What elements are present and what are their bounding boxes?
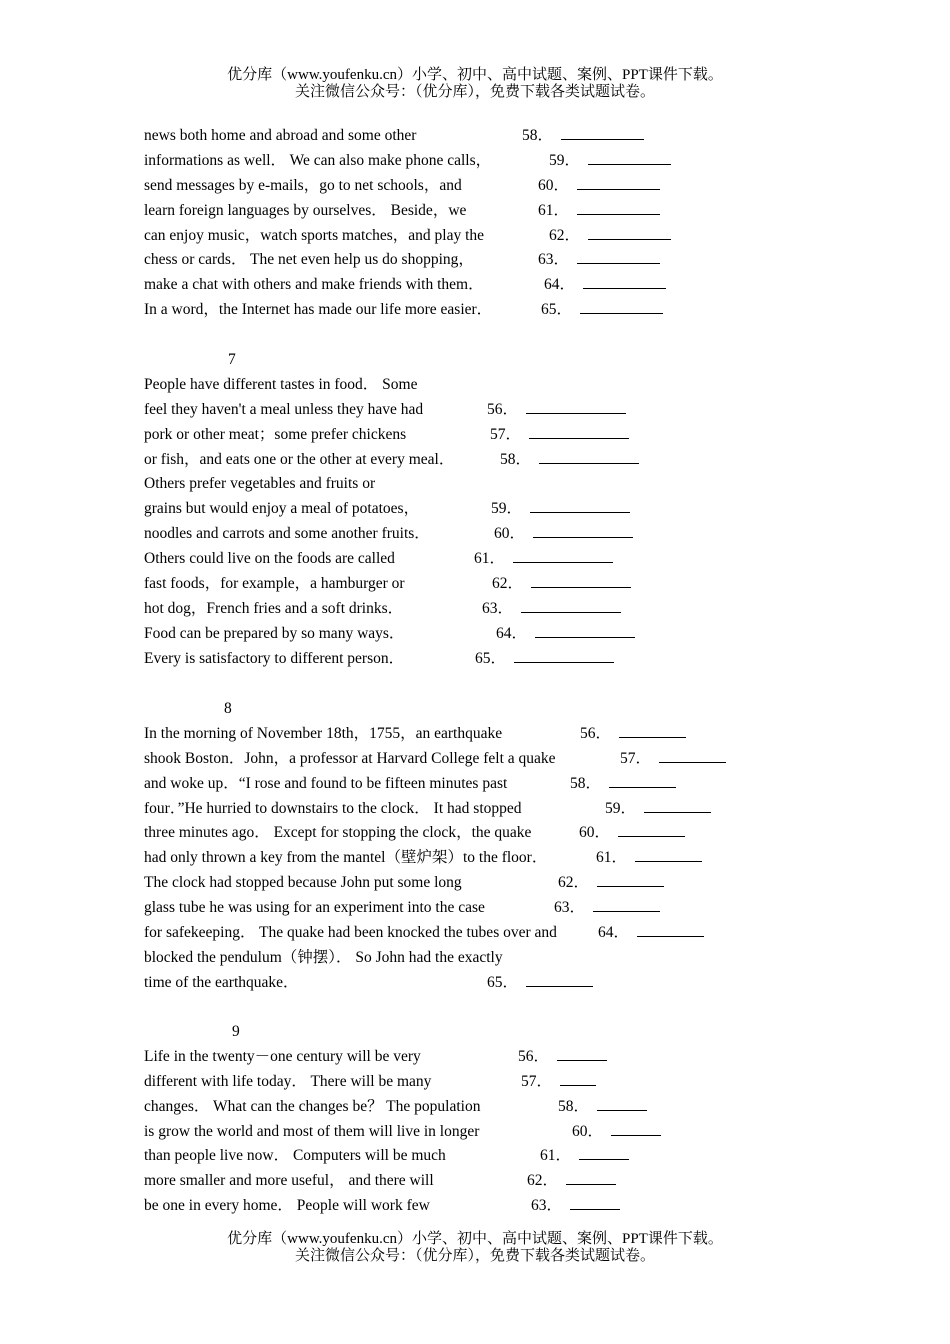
question-number: 59． — [549, 151, 581, 169]
answer-slot — [605, 797, 711, 822]
answer-slot — [572, 1120, 661, 1145]
answer-slot — [518, 1045, 607, 1070]
answer-slot — [620, 747, 726, 772]
line-text: time of the earthquake． — [144, 973, 299, 991]
answer-blank[interactable] — [637, 921, 704, 937]
passage-number-text: 8 — [224, 700, 232, 717]
passage-line — [144, 921, 864, 946]
answer-slot — [549, 149, 671, 174]
question-number: 65． — [487, 973, 519, 991]
line-text: Every is satisfactory to different person． — [144, 649, 405, 667]
answer-blank[interactable] — [577, 174, 660, 190]
line-text: than people live now． Computers will be much — [144, 1147, 446, 1165]
answer-slot — [544, 273, 666, 298]
answer-slot — [521, 1070, 596, 1095]
line-text: hot dog，French fries and a soft drinks． — [144, 599, 404, 617]
passage-line — [144, 1169, 864, 1194]
question-number: 57． — [620, 749, 652, 767]
footer-line-2: 关注微信公众号：（优分库），免费下载各类试题试卷。 — [294, 1248, 655, 1264]
question-number: 58． — [522, 127, 554, 144]
answer-slot — [500, 448, 639, 473]
line-text: feel they haven't a meal unless they have had — [144, 400, 424, 418]
question-number: 65． — [475, 649, 507, 667]
answer-blank[interactable] — [593, 896, 660, 912]
line-text: Others could live on the foods are called — [144, 550, 395, 568]
passage-line — [144, 1120, 864, 1145]
passage-line — [144, 1045, 864, 1070]
passage-line — [144, 747, 864, 772]
answer-blank[interactable] — [566, 1169, 616, 1185]
line-text: can enjoy music，watch sports matches，and play the — [144, 226, 485, 244]
line-text: Others prefer vegetables and fruits or — [144, 475, 376, 493]
passage-line — [144, 772, 864, 797]
page-header — [0, 67, 950, 101]
answer-blank[interactable] — [570, 1194, 620, 1210]
question-number: 56． — [580, 724, 612, 742]
answer-blank[interactable] — [521, 597, 621, 613]
passage-continued — [144, 124, 864, 323]
question-number: 57． — [521, 1072, 553, 1090]
question-number: 57． — [490, 425, 522, 443]
line-text: pork or other meat；some prefer chickens — [144, 425, 407, 443]
line-text: more smaller and more useful， and there will — [144, 1172, 434, 1190]
answer-slot — [494, 522, 633, 547]
passage-line — [144, 622, 864, 647]
answer-slot — [475, 647, 614, 672]
line-text: three minutes ago． Except for stopping the clock，the quake — [144, 824, 532, 842]
passage-line — [144, 722, 864, 747]
passage-8 — [144, 697, 864, 996]
question-number: 58． — [558, 1097, 590, 1115]
line-text: People have different tastes in food． Some — [144, 375, 418, 393]
header-line-1: 优分库（www.youfenku.cn）小学、初中、高中试题、案例、PPT课件下载。 — [227, 67, 723, 83]
passage-line — [144, 273, 864, 298]
passage-line — [144, 821, 864, 846]
question-number: 62． — [558, 874, 590, 892]
answer-slot — [527, 1169, 616, 1194]
question-number: 63． — [482, 599, 514, 617]
answer-blank[interactable] — [513, 547, 613, 563]
question-number: 59． — [491, 500, 523, 518]
line-text: learn foreign languages by ourselves． Beside，we — [144, 201, 467, 219]
question-number: 61． — [540, 1147, 572, 1165]
answer-blank[interactable] — [529, 423, 629, 439]
answer-slot — [558, 871, 664, 896]
line-text: and woke up．“I rose and found to be fifteen minutes past — [144, 774, 508, 792]
line-text: different with life today． There will be many — [144, 1072, 432, 1090]
passage-line — [144, 1144, 864, 1169]
passage-line — [144, 149, 864, 174]
line-text: Life in the twenty－one century will be very — [144, 1047, 421, 1065]
answer-blank[interactable] — [560, 1070, 596, 1086]
passage-number — [144, 1020, 864, 1045]
answer-blank[interactable] — [577, 199, 660, 215]
passage-line — [144, 248, 864, 273]
answer-blank[interactable] — [588, 224, 671, 240]
line-text: In a word，the Internet has made our life more easier． — [144, 301, 493, 319]
question-number: 60． — [538, 176, 570, 194]
answer-slot — [541, 298, 663, 323]
line-text: informations as well． We can also make phone calls， — [144, 151, 492, 169]
answer-blank[interactable] — [533, 522, 633, 538]
answer-slot — [492, 572, 631, 597]
question-number: 56． — [487, 400, 519, 418]
question-number: 62． — [527, 1172, 559, 1190]
answer-blank[interactable] — [561, 124, 644, 140]
passage-line — [144, 647, 864, 672]
question-number: 58． — [500, 450, 532, 468]
question-number: 61． — [596, 849, 628, 867]
passage-line — [144, 1070, 864, 1095]
line-text: changes． What can the changes be？ The population — [144, 1097, 481, 1115]
answer-slot — [558, 1095, 647, 1120]
question-number: 61． — [474, 550, 506, 568]
line-text: shook Boston．John，a professor at Harvard College felt a quake — [144, 749, 556, 767]
line-text: glass tube he was using for an experiment into the case — [144, 899, 485, 917]
passage-line — [144, 547, 864, 572]
passage-line — [144, 373, 864, 398]
passage-7 — [144, 348, 864, 672]
line-text: The clock had stopped because John put some long — [144, 874, 462, 892]
answer-slot — [538, 174, 660, 199]
line-text: or fish，and eats one or the other at every meal． — [144, 450, 455, 468]
passage-line — [144, 1095, 864, 1120]
question-number: 64． — [544, 276, 576, 294]
answer-slot — [474, 547, 613, 572]
question-number: 64． — [598, 924, 630, 942]
answer-blank[interactable] — [611, 1120, 661, 1136]
answer-blank[interactable] — [514, 647, 614, 663]
question-number: 62． — [549, 226, 581, 244]
answer-slot — [531, 1194, 620, 1219]
question-number: 63． — [554, 899, 586, 917]
answer-blank[interactable] — [557, 1045, 607, 1061]
answer-slot — [491, 497, 630, 522]
answer-blank[interactable] — [530, 497, 630, 513]
passage-line — [144, 472, 864, 497]
passage-line — [144, 224, 864, 249]
passage-line — [144, 572, 864, 597]
answer-blank[interactable] — [583, 273, 666, 289]
answer-blank[interactable] — [618, 821, 685, 837]
answer-blank[interactable] — [588, 149, 671, 165]
page-footer — [0, 1231, 950, 1265]
line-text: news both home and abroad and some other — [144, 127, 417, 144]
question-number: 60． — [494, 525, 526, 543]
answer-slot — [580, 722, 686, 747]
answer-slot — [579, 821, 685, 846]
line-text: grains but would enjoy a meal of potatoes， — [144, 500, 420, 518]
passage-line — [144, 124, 864, 149]
answer-slot — [538, 199, 660, 224]
passage-line — [144, 846, 864, 871]
question-number: 60． — [572, 1122, 604, 1140]
line-text: be one in every home． People will work few — [144, 1197, 430, 1215]
question-number: 58． — [570, 774, 602, 792]
question-number: 64． — [496, 624, 528, 642]
question-number: 62． — [492, 575, 524, 593]
question-number: 61． — [538, 201, 570, 219]
line-text: In the morning of November 18th，1755，an earthquake — [144, 724, 503, 742]
question-number: 60． — [579, 824, 611, 842]
passage-line — [144, 946, 864, 971]
line-text: is grow the world and most of them will live in longer — [144, 1122, 480, 1140]
answer-slot — [490, 423, 629, 448]
answer-slot — [487, 398, 626, 423]
passage-line — [144, 597, 864, 622]
answer-blank[interactable] — [539, 448, 639, 464]
question-number: 56． — [518, 1047, 550, 1065]
answer-slot — [596, 846, 702, 871]
passage-line — [144, 199, 864, 224]
question-number: 63． — [531, 1197, 563, 1215]
passage-line — [144, 174, 864, 199]
answer-blank[interactable] — [609, 772, 676, 788]
answer-slot — [540, 1144, 629, 1169]
footer-line-1: 优分库（www.youfenku.cn）小学、初中、高中试题、案例、PPT课件下载。 — [227, 1231, 723, 1247]
answer-blank[interactable] — [526, 971, 593, 987]
passage-number — [144, 348, 864, 373]
passage-9 — [144, 1020, 864, 1219]
line-text: Food can be prepared by so many ways． — [144, 624, 405, 642]
passage-number-text: 7 — [228, 351, 236, 368]
answer-slot — [598, 921, 704, 946]
passage-number-text: 9 — [232, 1023, 240, 1040]
answer-blank[interactable] — [579, 1144, 629, 1160]
line-text: for safekeeping． The quake had been knocked the tubes over and — [144, 924, 557, 942]
line-text: noodles and carrots and some another fruits． — [144, 525, 430, 543]
answer-blank[interactable] — [531, 572, 631, 588]
passage-line — [144, 448, 864, 473]
passage-line — [144, 298, 864, 323]
passage-line — [144, 971, 864, 996]
answer-blank[interactable] — [619, 722, 686, 738]
answer-blank[interactable] — [597, 871, 664, 887]
answer-slot — [554, 896, 660, 921]
line-text: send messages by e-mails，go to net schools，and — [144, 176, 462, 194]
answer-slot — [487, 971, 593, 996]
line-text: make a chat with others and make friends with them． — [144, 276, 484, 294]
line-text: blocked the pendulum（钟摆）． So John had the exactly — [144, 948, 503, 966]
passage-line — [144, 423, 864, 448]
answer-slot — [549, 224, 671, 249]
passage-line — [144, 797, 864, 822]
passage-line — [144, 871, 864, 896]
answer-slot — [522, 124, 644, 149]
line-text: chess or cards． The net even help us do shopping， — [144, 251, 474, 269]
answer-blank[interactable] — [659, 747, 726, 763]
header-line-2: 关注微信公众号：（优分库），免费下载各类试题试卷。 — [294, 84, 655, 100]
answer-blank[interactable] — [644, 797, 711, 813]
question-number: 59． — [605, 799, 637, 817]
answer-blank[interactable] — [580, 298, 663, 314]
answer-blank[interactable] — [526, 398, 626, 414]
answer-blank[interactable] — [535, 622, 635, 638]
line-text: fast foods，for example，a hamburger or — [144, 575, 405, 593]
question-number: 63． — [538, 251, 570, 269]
passage-line — [144, 1194, 864, 1219]
line-text: four．”He hurried to downstairs to the clock． It had stopped — [144, 799, 522, 817]
answer-slot — [482, 597, 621, 622]
answer-blank[interactable] — [597, 1095, 647, 1111]
question-number: 65． — [541, 301, 573, 319]
passage-line — [144, 896, 864, 921]
answer-blank[interactable] — [577, 248, 660, 264]
passage-line — [144, 522, 864, 547]
passage-number — [144, 697, 864, 722]
answer-blank[interactable] — [635, 846, 702, 862]
line-text: had only thrown a key from the mantel（壁炉架）to the floor． — [144, 849, 548, 867]
answer-slot — [570, 772, 676, 797]
answer-slot — [538, 248, 660, 273]
passage-line — [144, 497, 864, 522]
passage-line — [144, 398, 864, 423]
answer-slot — [496, 622, 635, 647]
